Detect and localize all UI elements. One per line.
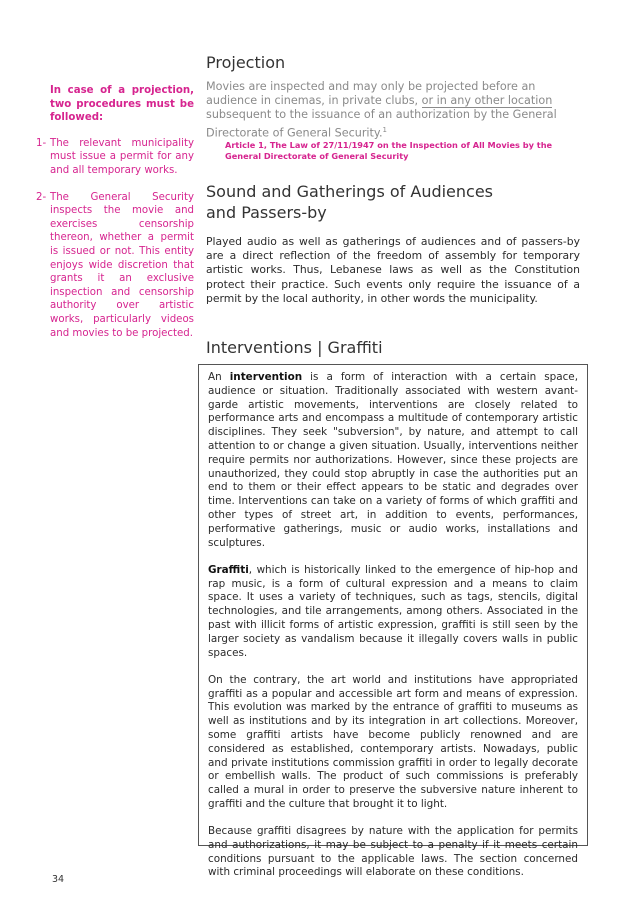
projection-paragraph (206, 80, 580, 141)
projection-underlined-text: or in any other location (421, 94, 553, 108)
footnote: Article 1, The Law of 27/11/1947 on the Inspection of All Movies by the General Directorate of General Security (225, 140, 553, 161)
term-intervention: intervention (229, 371, 303, 383)
penalty-paragraph: Because graffiti disagrees by nature with the application for permits and authorizations, it may be subject to a penalty if it meets certain conditions pursuant to the applicable laws. The section concerned with criminal proceedings will elaborate on these conditions. (208, 825, 578, 879)
art-world-paragraph: On the contrary, the art world and institutions have appropriated graffiti as a popular and accessible art form and means of expression. This evolution was marked by the entrance of graffiti to museums as well as institutions and by its integration in art collections. Moreover, some graffiti artists have become publicly renowned and are considered as established, contemporary artists. Nowadays, public and private institutions commission graffiti in order to legally decorate or embellish walls. The product of such commissions is preferably called a mural in order to preserve the subversive nature inherent to graffiti and the culture that brought it to light. (208, 673, 578, 810)
term-graffiti: Graffiti (208, 563, 249, 576)
p1-prefix: An (208, 371, 230, 383)
interventions-heading: Interventions | Graffiti (206, 338, 383, 357)
interventions-box (198, 364, 588, 879)
sidebar-list-item (36, 191, 194, 341)
projection-text-1: Movies are inspected and may only be projected before an audience in cinemas, in private clubs, (206, 80, 536, 108)
list-number: 2- (36, 191, 47, 203)
sound-paragraph: Played audio as well as gatherings of audiences and of passers-by are a direct reflection of the freedom of assembly for temporary artistic works. Thus, Lebanese laws as well as the Constitution protect their practice. Such events only require the issuance of a permit by the local authority, in other words the municipality. (206, 235, 580, 305)
sidebar-note (36, 84, 194, 353)
list-number: 1- (36, 137, 47, 149)
sound-heading-line1: Sound and Gatherings of Audiences (206, 182, 494, 201)
sound-heading (206, 181, 493, 223)
sound-heading-line2: and Passers-by (206, 203, 327, 222)
list-text: The relevant municipality must issue a permit for any and all temporary works. (50, 137, 194, 176)
intervention-paragraph (208, 371, 578, 550)
projection-heading: Projection (206, 53, 286, 72)
projection-text-2: subsequent to the issuance of an authorization by the General Directorate of General Security. (206, 108, 557, 140)
sidebar-intro: In case of a projection, two procedures must be followed: (50, 85, 194, 124)
footnote-mark: 1 (382, 125, 387, 134)
page-number: 34 (52, 874, 65, 885)
sidebar-list-item (36, 137, 194, 178)
graffiti-paragraph (208, 564, 578, 661)
p1-body: is a form of interaction with a certain space, audience or situation. Traditionally associated with western avant-garde artistic movements, interventions are closely related to performance arts and encompass a multitude of contemporary artistic disciplines. They seek "subversion", by nature, and attempt to call attention to or change a given situation. Usually, interventions neither require permits nor authorizations. However, since these projects are unauthorized, they could stop abruptly in case the authorities put an end to them or their effect appears to be static and degrades over time. Interventions can take on a variety of forms of which graffiti and other types of street art, in addition to events, performances, performative gatherings, music or audio works, installations and sculptures. (208, 371, 578, 549)
p2-body: , which is historically linked to the emergence of hip-hop and rap music, is a form of cultural expression and a means to claim space. It uses a variety of techniques, such as tags, stencils, digital technologies, and tile arrangements, among others. Associated in the past with illicit forms of artistic expression, graffiti is still seen by the larger society as vandalism because it illegally covers walls in public spaces. (208, 563, 578, 659)
list-text: The General Security inspects the movie and exercises censorship thereon, whether a permit is issued or not. This entity enjoys wide discretion that grants it an exclusive inspection and censorship authority over artistic works, particularly videos and movies to be projected. (50, 191, 194, 339)
